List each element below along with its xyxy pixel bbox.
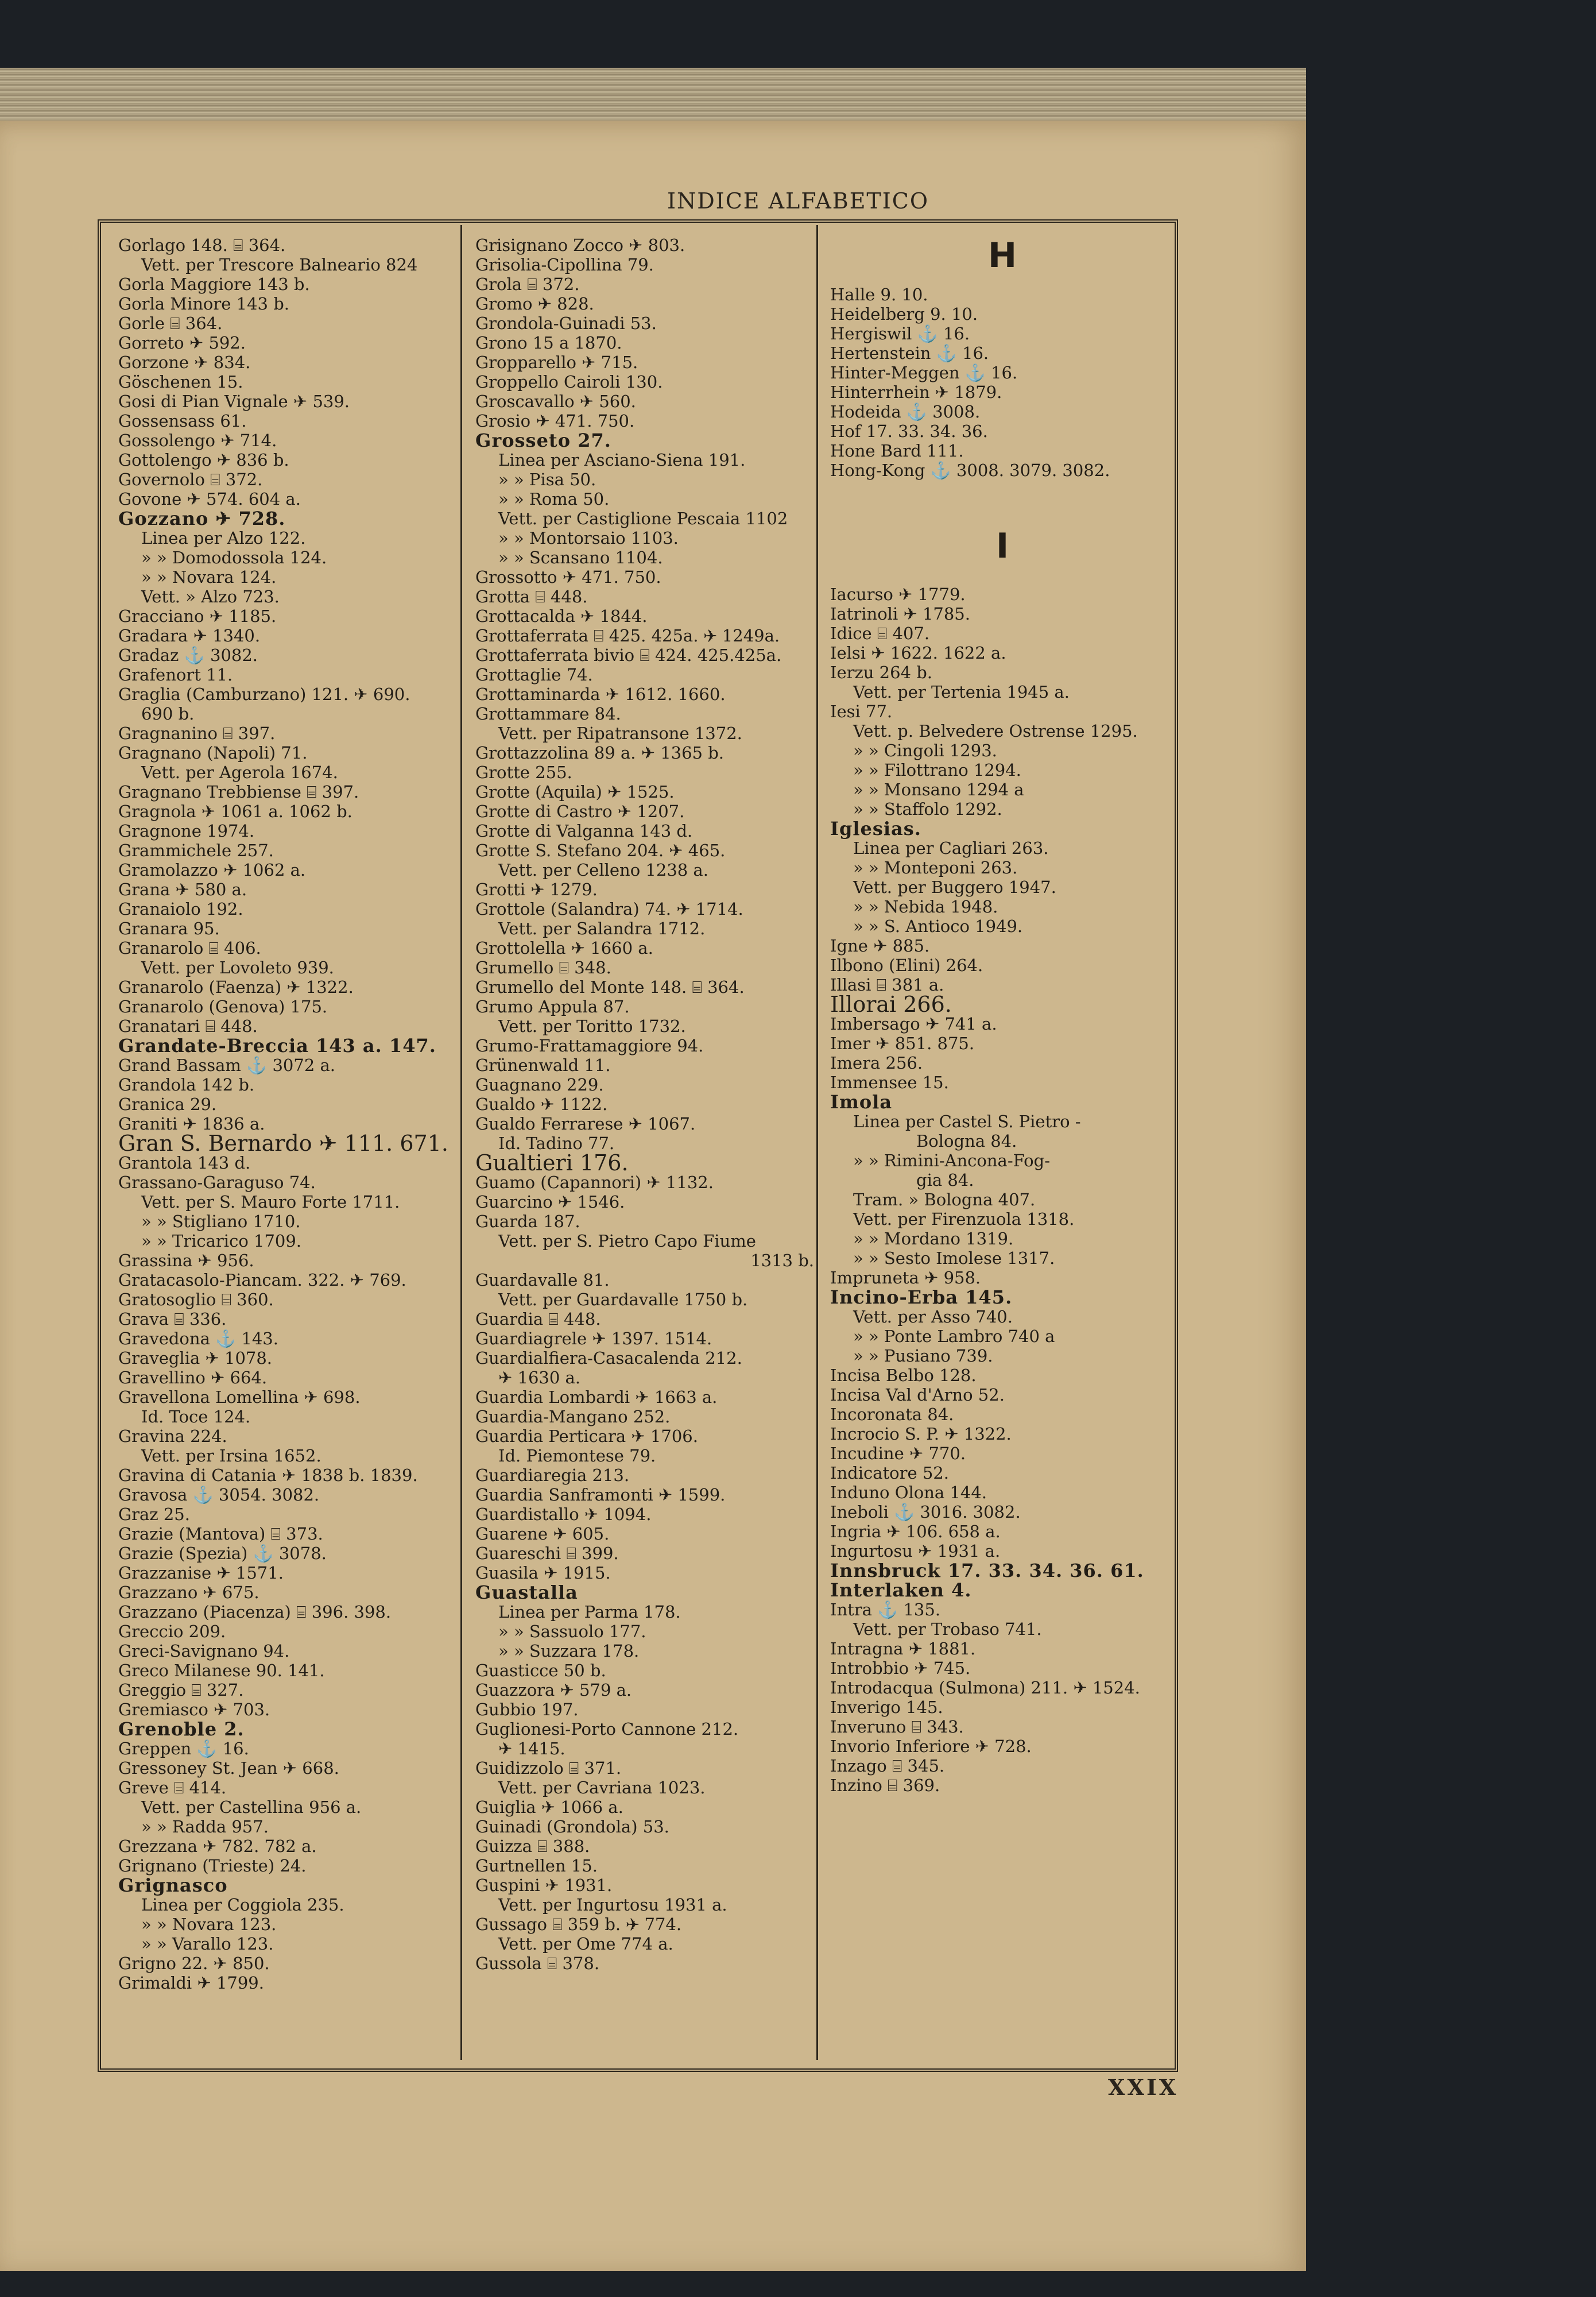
index-entry: » » Roma 50. bbox=[498, 489, 610, 509]
index-entry: Gubbio 197. bbox=[475, 1700, 579, 1719]
index-entry: Gorla Maggiore 143 b. bbox=[118, 274, 310, 294]
index-entry: Gussago ⌸ 359 b. ✈ 774. bbox=[475, 1915, 682, 1934]
index-entry: Linea per Alzo 122. bbox=[141, 528, 306, 548]
index-entry: Vett. per Guardavalle 1750 b. bbox=[498, 1290, 748, 1309]
index-entry: Greccio 209. bbox=[118, 1622, 226, 1641]
index-entry: Grisolia-Cipollina 79. bbox=[475, 255, 654, 274]
index-entry: Guinadi (Grondola) 53. bbox=[475, 1817, 669, 1836]
index-entry: » » Montorsaio 1103. bbox=[498, 528, 679, 548]
index-entry: Grisignano Zocco ✈ 803. bbox=[475, 235, 685, 255]
index-entry: Guglionesi-Porto Cannone 212. bbox=[475, 1719, 739, 1739]
index-entry: Grottazzolina 89 a. ✈ 1365 b. bbox=[475, 743, 725, 763]
index-entry: Gorlago 148. ⌸ 364. bbox=[118, 235, 286, 255]
index-entry: Guiglia ✈ 1066 a. bbox=[475, 1797, 623, 1817]
index-entry: Guasila ✈ 1915. bbox=[475, 1563, 611, 1583]
index-entry: Grafenort 11. bbox=[118, 665, 233, 685]
index-entry: Illorai 266. bbox=[830, 992, 952, 1017]
index-entry: Gran S. Bernardo ✈ 111. 671. bbox=[118, 1131, 448, 1156]
index-entry: Greppen ⚓ 16. bbox=[118, 1739, 249, 1758]
index-entry: Governolo ⌸ 372. bbox=[118, 470, 263, 489]
index-entry: Vett. per Ripatransone 1372. bbox=[498, 724, 742, 743]
index-entry: Gossolengo ✈ 714. bbox=[118, 431, 277, 450]
index-entry: Groppello Cairoli 130. bbox=[475, 372, 663, 392]
index-entry: Gramolazzo ✈ 1062 a. bbox=[118, 860, 306, 880]
index-entry: Hodeida ⚓ 3008. bbox=[830, 402, 981, 421]
index-entry: Grigno 22. ✈ 850. bbox=[118, 1954, 270, 1973]
spacer bbox=[830, 498, 1175, 508]
index-entry: Vett. per Trescore Balneario 824 bbox=[141, 255, 418, 274]
index-entry: Grana ✈ 580 a. bbox=[118, 880, 247, 899]
spacer bbox=[830, 489, 1175, 498]
index-entry: Gressoney St. Jean ✈ 668. bbox=[118, 1758, 339, 1778]
index-entry: Vett. p. Belvedere Ostrense 1295. bbox=[853, 721, 1138, 741]
index-entry: Grumello ⌸ 348. bbox=[475, 958, 611, 977]
index-entry: » » Sassuolo 177. bbox=[498, 1622, 646, 1641]
index-entry: Vett. per Lovoleto 939. bbox=[141, 958, 334, 977]
index-entry: Grotte S. Stefano 204. ✈ 465. bbox=[475, 841, 726, 860]
index-entry: Grotte (Aquila) ✈ 1525. bbox=[475, 782, 675, 802]
index-entry: Grottaglie 74. bbox=[475, 665, 593, 685]
index-entry: ✈ 1415. bbox=[498, 1739, 565, 1758]
index-entry: Grotte di Valganna 143 d. bbox=[475, 821, 693, 841]
index-entry: Grazzanise ✈ 1571. bbox=[118, 1563, 284, 1583]
index-entry: Inzago ⌸ 345. bbox=[830, 1756, 945, 1776]
index-entry: » » Pusiano 739. bbox=[853, 1346, 993, 1366]
index-entry: Granara 95. bbox=[118, 919, 220, 938]
spacer bbox=[830, 575, 1175, 585]
index-entry: Grandate-Breccia 143 a. 147. bbox=[118, 1035, 436, 1057]
index-entry: Greggio ⌸ 327. bbox=[118, 1680, 244, 1700]
index-entry: Ilbono (Elini) 264. bbox=[830, 956, 983, 975]
index-column-2 bbox=[475, 235, 820, 1973]
index-entry: Iglesias. bbox=[830, 818, 921, 840]
index-entry: Hone Bard 111. bbox=[830, 441, 964, 461]
index-entry: Grottolella ✈ 1660 a. bbox=[475, 938, 653, 958]
index-entry: Grimaldi ✈ 1799. bbox=[118, 1973, 264, 1993]
index-entry: Guardiaregia 213. bbox=[475, 1465, 630, 1485]
index-entry: Incudine ✈ 770. bbox=[830, 1444, 966, 1463]
index-entry: Guasticce 50 b. bbox=[475, 1661, 606, 1680]
index-entry: » » Stigliano 1710. bbox=[141, 1212, 301, 1231]
index-entry: Guardia-Mangano 252. bbox=[475, 1407, 671, 1426]
index-entry: Göschenen 15. bbox=[118, 372, 243, 392]
index-entry: Guardia Sanframonti ✈ 1599. bbox=[475, 1485, 726, 1505]
index-entry: Greve ⌸ 414. bbox=[118, 1778, 227, 1797]
index-entry: Vett. per Ome 774 a. bbox=[498, 1934, 673, 1954]
index-entry: Ingurtosu ✈ 1931 a. bbox=[830, 1541, 1001, 1561]
index-entry: Induno Olona 144. bbox=[830, 1483, 987, 1502]
index-entry: » » Novara 124. bbox=[141, 567, 277, 587]
index-entry: Gorle ⌸ 364. bbox=[118, 314, 223, 333]
index-entry: Grotte 255. bbox=[475, 763, 572, 782]
index-entry: Linea per Castel S. Pietro - bbox=[853, 1112, 1081, 1131]
index-entry: Imera 256. bbox=[830, 1053, 923, 1073]
index-entry: Grignasco bbox=[118, 1874, 228, 1896]
index-entry: Granaiolo 192. bbox=[118, 899, 243, 919]
index-entry: Impruneta ✈ 958. bbox=[830, 1268, 981, 1287]
index-entry: Vett. per Trobaso 741. bbox=[853, 1619, 1042, 1639]
index-entry: Gorreto ✈ 592. bbox=[118, 333, 246, 353]
spacer bbox=[830, 517, 1175, 526]
index-entry: Vett. per Firenzuola 1318. bbox=[853, 1209, 1075, 1229]
index-entry: Introbbio ✈ 745. bbox=[830, 1658, 971, 1678]
index-entry: Linea per Cagliari 263. bbox=[853, 838, 1049, 858]
index-entry: Groscavallo ✈ 560. bbox=[475, 392, 636, 411]
index-entry: Imola bbox=[830, 1091, 893, 1113]
index-entry: Gragnano Trebbiense ⌸ 397. bbox=[118, 782, 359, 802]
index-entry: Guardavalle 81. bbox=[475, 1270, 610, 1290]
index-entry: Linea per Parma 178. bbox=[498, 1602, 681, 1622]
index-entry: Inverigo 145. bbox=[830, 1697, 943, 1717]
index-entry: Grand Bassam ⚓ 3072 a. bbox=[118, 1055, 336, 1075]
index-entry: Gualtieri 176. bbox=[475, 1150, 629, 1175]
index-entry: Gratosoglio ⌸ 360. bbox=[118, 1290, 274, 1309]
index-entry: Greco Milanese 90. 141. bbox=[118, 1661, 325, 1680]
index-entry: Granarolo (Faenza) ✈ 1322. bbox=[118, 977, 354, 997]
index-entry: Grantola 143 d. bbox=[118, 1153, 251, 1173]
page-number: XXIX bbox=[1108, 2074, 1179, 2100]
index-entry: Guardia ⌸ 448. bbox=[475, 1309, 601, 1329]
running-head: INDICE ALFABETICO bbox=[667, 188, 929, 214]
index-entry: Grottammare 84. bbox=[475, 704, 621, 724]
index-entry: Graglia (Camburzano) 121. ✈ 690. bbox=[118, 685, 410, 704]
index-entry: Ierzu 264 b. bbox=[830, 663, 933, 682]
index-entry: 690 b. bbox=[141, 704, 195, 724]
index-entry: Grünenwald 11. bbox=[475, 1055, 611, 1075]
index-entry: Vett. » Alzo 723. bbox=[141, 587, 280, 606]
index-entry: Grotta ⌸ 448. bbox=[475, 587, 588, 606]
index-entry: Guarene ✈ 605. bbox=[475, 1524, 610, 1544]
index-entry: Gussola ⌸ 378. bbox=[475, 1954, 600, 1973]
index-entry: Guardia Perticara ✈ 1706. bbox=[475, 1426, 698, 1446]
index-entry: Imer ✈ 851. 875. bbox=[830, 1034, 975, 1053]
index-entry: » » Scansano 1104. bbox=[498, 548, 663, 567]
index-entry: Grossotto ✈ 471. 750. bbox=[475, 567, 661, 587]
index-entry: Inzino ⌸ 369. bbox=[830, 1776, 940, 1795]
index-entry: Incisa Val d'Arno 52. bbox=[830, 1385, 1005, 1405]
index-entry: Grondola-Guinadi 53. bbox=[475, 314, 657, 333]
index-entry: Grottaminarda ✈ 1612. 1660. bbox=[475, 685, 726, 704]
index-entry: Gozzano ✈ 728. bbox=[118, 508, 286, 529]
index-entry: » » Novara 123. bbox=[141, 1915, 277, 1934]
index-entry: Gurtnellen 15. bbox=[475, 1856, 598, 1876]
index-entry: Bologna 84. bbox=[916, 1131, 1017, 1151]
index-entry: Guizza ⌸ 388. bbox=[475, 1836, 590, 1856]
index-entry: Iesi 77. bbox=[830, 702, 893, 721]
spacer bbox=[830, 480, 1175, 489]
index-entry: Incino-Erba 145. bbox=[830, 1286, 1013, 1308]
index-entry: Hinterrhein ✈ 1879. bbox=[830, 382, 1002, 402]
index-entry: Grosseto 27. bbox=[475, 430, 611, 451]
index-entry: » » Staffolo 1292. bbox=[853, 799, 1002, 819]
index-entry: Gravosa ⚓ 3054. 3082. bbox=[118, 1485, 320, 1505]
index-entry: Grammichele 257. bbox=[118, 841, 274, 860]
section-letter: I bbox=[995, 526, 1009, 566]
index-entry: Grenoble 2. bbox=[118, 1718, 245, 1740]
index-entry: Grola ⌸ 372. bbox=[475, 274, 580, 294]
index-entry: Incrocio S. P. ✈ 1322. bbox=[830, 1424, 1012, 1444]
spacer bbox=[830, 508, 1175, 517]
index-entry: » » Cingoli 1293. bbox=[853, 741, 997, 760]
index-entry: Intragna ✈ 1881. bbox=[830, 1639, 976, 1658]
index-entry: Gratacasolo-Piancam. 322. ✈ 769. bbox=[118, 1270, 406, 1290]
index-entry: Vett. per Salandra 1712. bbox=[498, 919, 706, 938]
index-entry: Gradara ✈ 1340. bbox=[118, 626, 261, 645]
index-entry: Grono 15 a 1870. bbox=[475, 333, 622, 353]
index-entry: Grottaferrata ⌸ 425. 425a. ✈ 1249a. bbox=[475, 626, 780, 645]
index-entry: Vett. per Celleno 1238 a. bbox=[498, 860, 708, 880]
index-entry: Vett. per Ingurtosu 1931 a. bbox=[498, 1895, 727, 1915]
index-entry: Vett. per Tertenia 1945 a. bbox=[853, 682, 1070, 702]
index-entry: Inveruno ⌸ 343. bbox=[830, 1717, 964, 1737]
index-entry: Guamo (Capannori) ✈ 1132. bbox=[475, 1173, 714, 1192]
index-entry: Guarda 187. bbox=[475, 1212, 580, 1231]
index-entry: Gragnano (Napoli) 71. bbox=[118, 743, 308, 763]
index-column-3 bbox=[830, 235, 1175, 1795]
index-entry: Gossensass 61. bbox=[118, 411, 247, 431]
index-entry: Halle 9. 10. bbox=[830, 285, 928, 304]
index-entry: Grazie (Mantova) ⌸ 373. bbox=[118, 1524, 323, 1544]
index-entry: Vett. per Irsina 1652. bbox=[141, 1446, 321, 1465]
section-letter: H bbox=[987, 235, 1017, 276]
index-entry: Id. Toce 124. bbox=[141, 1407, 251, 1426]
index-entry: Incoronata 84. bbox=[830, 1405, 954, 1424]
index-entry: Granarolo ⌸ 406. bbox=[118, 938, 261, 958]
index-entry: » » Nebida 1948. bbox=[853, 897, 998, 917]
index-entry: Hertenstein ⚓ 16. bbox=[830, 343, 989, 363]
index-entry: Indicatore 52. bbox=[830, 1463, 949, 1483]
index-entry: Hong-Kong ⚓ 3008. 3079. 3082. bbox=[830, 461, 1110, 480]
index-entry: Introdacqua (Sulmona) 211. ✈ 1524. bbox=[830, 1678, 1140, 1697]
index-entry: Grotte di Castro ✈ 1207. bbox=[475, 802, 685, 821]
index-entry: Vett. per Toritto 1732. bbox=[498, 1016, 686, 1036]
index-entry: Hinter-Meggen ⚓ 16. bbox=[830, 363, 1018, 382]
index-entry: Guspini ✈ 1931. bbox=[475, 1876, 613, 1895]
index-entry: Graveglia ✈ 1078. bbox=[118, 1348, 273, 1368]
index-entry: Interlaken 4. bbox=[830, 1579, 972, 1601]
index-entry: Vett. per S. Mauro Forte 1711. bbox=[141, 1192, 400, 1212]
index-entry: Grumo Appula 87. bbox=[475, 997, 630, 1016]
index-entry: Innsbruck 17. 33. 34. 36. 61. bbox=[830, 1560, 1144, 1581]
index-entry: Guardistallo ✈ 1094. bbox=[475, 1505, 652, 1524]
index-entry: Grassina ✈ 956. bbox=[118, 1251, 254, 1270]
index-entry: Gragnanino ⌸ 397. bbox=[118, 724, 276, 743]
index-entry: Tram. » Bologna 407. bbox=[853, 1190, 1036, 1209]
index-entry: Granica 29. bbox=[118, 1095, 217, 1114]
index-entry: Vett. per Castellina 956 a. bbox=[141, 1797, 362, 1817]
index-entry: Immensee 15. bbox=[830, 1073, 949, 1092]
index-entry: Granatari ⌸ 448. bbox=[118, 1016, 258, 1036]
index-entry: Linea per Asciano-Siena 191. bbox=[498, 450, 746, 470]
index-entry: Guastalla bbox=[475, 1581, 578, 1603]
index-entry: Grignano (Trieste) 24. bbox=[118, 1856, 307, 1876]
index-entry: Grottole (Salandra) 74. ✈ 1714. bbox=[475, 899, 743, 919]
index-entry: Gosi di Pian Vignale ✈ 539. bbox=[118, 392, 350, 411]
index-entry: Gremiasco ✈ 703. bbox=[118, 1700, 270, 1719]
index-entry: Grazzano (Piacenza) ⌸ 396. 398. bbox=[118, 1602, 392, 1622]
index-entry: » » Domodossola 124. bbox=[141, 548, 327, 567]
index-entry: Grottaferrata bivio ⌸ 424. 425.425a. bbox=[475, 645, 782, 665]
index-entry: Intra ⚓ 135. bbox=[830, 1600, 941, 1619]
index-entry: Govone ✈ 574. 604 a. bbox=[118, 489, 301, 509]
index-entry: Gravedona ⚓ 143. bbox=[118, 1329, 278, 1348]
index-entry: Gottolengo ✈ 836 b. bbox=[118, 450, 289, 470]
index-entry: 1313 b. bbox=[750, 1251, 814, 1270]
index-entry: Grava ⌸ 336. bbox=[118, 1309, 227, 1329]
index-entry: Gragnola ✈ 1061 a. 1062 b. bbox=[118, 802, 352, 821]
index-entry: Guazzora ✈ 579 a. bbox=[475, 1680, 632, 1700]
index-entry: Vett. per Cavriana 1023. bbox=[498, 1778, 706, 1797]
index-entry: Grumello del Monte 148. ⌸ 364. bbox=[475, 977, 745, 997]
index-entry: » » Radda 957. bbox=[141, 1817, 269, 1836]
index-entry: » » Ponte Lambro 740 a bbox=[853, 1327, 1055, 1346]
index-entry: Gorzone ✈ 834. bbox=[118, 353, 251, 372]
index-entry: Grosio ✈ 471. 750. bbox=[475, 411, 635, 431]
spacer bbox=[830, 566, 1175, 575]
index-entry: Ineboli ⚓ 3016. 3082. bbox=[830, 1502, 1021, 1522]
index-entry: Guagnano 229. bbox=[475, 1075, 604, 1095]
index-entry: Illasi ⌸ 381 a. bbox=[830, 975, 944, 995]
index-entry: Gracciano ✈ 1185. bbox=[118, 606, 277, 626]
index-entry: Imbersago ✈ 741 a. bbox=[830, 1014, 997, 1034]
index-column-1 bbox=[118, 235, 463, 1993]
index-entry: Hof 17. 33. 34. 36. bbox=[830, 421, 988, 441]
index-entry: Gravellona Lomellina ✈ 698. bbox=[118, 1387, 361, 1407]
index-entry: Heidelberg 9. 10. bbox=[830, 304, 978, 324]
index-entry: Guardia Lombardi ✈ 1663 a. bbox=[475, 1387, 718, 1407]
index-entry: » » Rimini-Ancona-Fog- bbox=[853, 1151, 1051, 1170]
index-entry: Granarolo (Genova) 175. bbox=[118, 997, 328, 1016]
index-entry: Vett. per Buggero 1947. bbox=[853, 877, 1056, 897]
index-entry: Grassano-Garaguso 74. bbox=[118, 1173, 316, 1192]
index-entry: Grazzano ✈ 675. bbox=[118, 1583, 259, 1602]
spacer bbox=[830, 276, 1175, 285]
index-entry: Grazie (Spezia) ⚓ 3078. bbox=[118, 1544, 327, 1563]
index-entry: Graz 25. bbox=[118, 1505, 190, 1524]
index-entry: Gorla Minore 143 b. bbox=[118, 294, 289, 314]
index-entry: Ielsi ✈ 1622. 1622 a. bbox=[830, 643, 1006, 663]
index-entry: Gravellino ✈ 664. bbox=[118, 1368, 268, 1387]
index-entry: Guardialfiera-Casacalenda 212. bbox=[475, 1348, 742, 1368]
index-entry: Iacurso ✈ 1779. bbox=[830, 585, 966, 604]
index-entry: Greci-Savignano 94. bbox=[118, 1641, 290, 1661]
index-entry: Gravina di Catania ✈ 1838 b. 1839. bbox=[118, 1465, 418, 1485]
index-entry: Id. Tadino 77. bbox=[498, 1134, 615, 1153]
index-entry: Gragnone 1974. bbox=[118, 821, 255, 841]
index-entry: Invorio Inferiore ✈ 728. bbox=[830, 1737, 1032, 1756]
index-entry: » » Pisa 50. bbox=[498, 470, 596, 489]
index-entry: Guarcino ✈ 1546. bbox=[475, 1192, 625, 1212]
index-entry: » » Varallo 123. bbox=[141, 1934, 274, 1954]
index-entry: » » Mordano 1319. bbox=[853, 1229, 1014, 1248]
index-entry: Idice ⌸ 407. bbox=[830, 624, 930, 643]
index-entry: Gravina 224. bbox=[118, 1426, 227, 1446]
index-entry: » » Suzzara 178. bbox=[498, 1641, 640, 1661]
index-entry: » » Sesto Imolese 1317. bbox=[853, 1248, 1055, 1268]
index-entry: » » Monsano 1294 a bbox=[853, 780, 1024, 799]
index-entry: Grandola 142 b. bbox=[118, 1075, 255, 1095]
index-entry: Vett. per S. Pietro Capo Fiume bbox=[498, 1231, 756, 1251]
index-entry: Id. Piemontese 79. bbox=[498, 1446, 656, 1465]
index-entry: Gualdo ✈ 1122. bbox=[475, 1095, 608, 1114]
index-entry: Graniti ✈ 1836 a. bbox=[118, 1114, 265, 1134]
index-entry: Grumo-Frattamaggiore 94. bbox=[475, 1036, 704, 1055]
index-entry: » » Filottrano 1294. bbox=[853, 760, 1021, 780]
index-entry: Ingria ✈ 106. 658 a. bbox=[830, 1522, 1001, 1541]
index-entry: Igne ✈ 885. bbox=[830, 936, 930, 956]
index-entry: Guardiagrele ✈ 1397. 1514. bbox=[475, 1329, 712, 1348]
index-entry: Vett. per Asso 740. bbox=[853, 1307, 1013, 1327]
index-entry: Guidizzolo ⌸ 371. bbox=[475, 1758, 622, 1778]
index-entry: Grezzana ✈ 782. 782 a. bbox=[118, 1836, 317, 1856]
index-entry: Vett. per Agerola 1674. bbox=[141, 763, 338, 782]
index-entry: » » Tricarico 1709. bbox=[141, 1231, 302, 1251]
index-entry: » » Monteponi 263. bbox=[853, 858, 1018, 877]
index-entry: Grottacalda ✈ 1844. bbox=[475, 606, 648, 626]
index-entry: gia 84. bbox=[916, 1170, 974, 1190]
index-entry: Vett. per Castiglione Pescaia 1102 bbox=[498, 509, 788, 528]
index-entry: Incisa Belbo 128. bbox=[830, 1366, 977, 1385]
index-entry: Iatrinoli ✈ 1785. bbox=[830, 604, 970, 624]
index-entry: Gualdo Ferrarese ✈ 1067. bbox=[475, 1114, 696, 1134]
index-entry: Linea per Coggiola 235. bbox=[141, 1895, 344, 1915]
index-entry: Guareschi ⌸ 399. bbox=[475, 1544, 619, 1563]
index-entry: » » S. Antioco 1949. bbox=[853, 917, 1023, 936]
index-entry: ✈ 1630 a. bbox=[498, 1368, 581, 1387]
index-entry: Gropparello ✈ 715. bbox=[475, 353, 638, 372]
index-entry: Hergiswil ⚓ 16. bbox=[830, 324, 970, 343]
index-entry: Gradaz ⚓ 3082. bbox=[118, 645, 258, 665]
index-entry: Gromo ✈ 828. bbox=[475, 294, 594, 314]
index-entry: Grotti ✈ 1279. bbox=[475, 880, 598, 899]
